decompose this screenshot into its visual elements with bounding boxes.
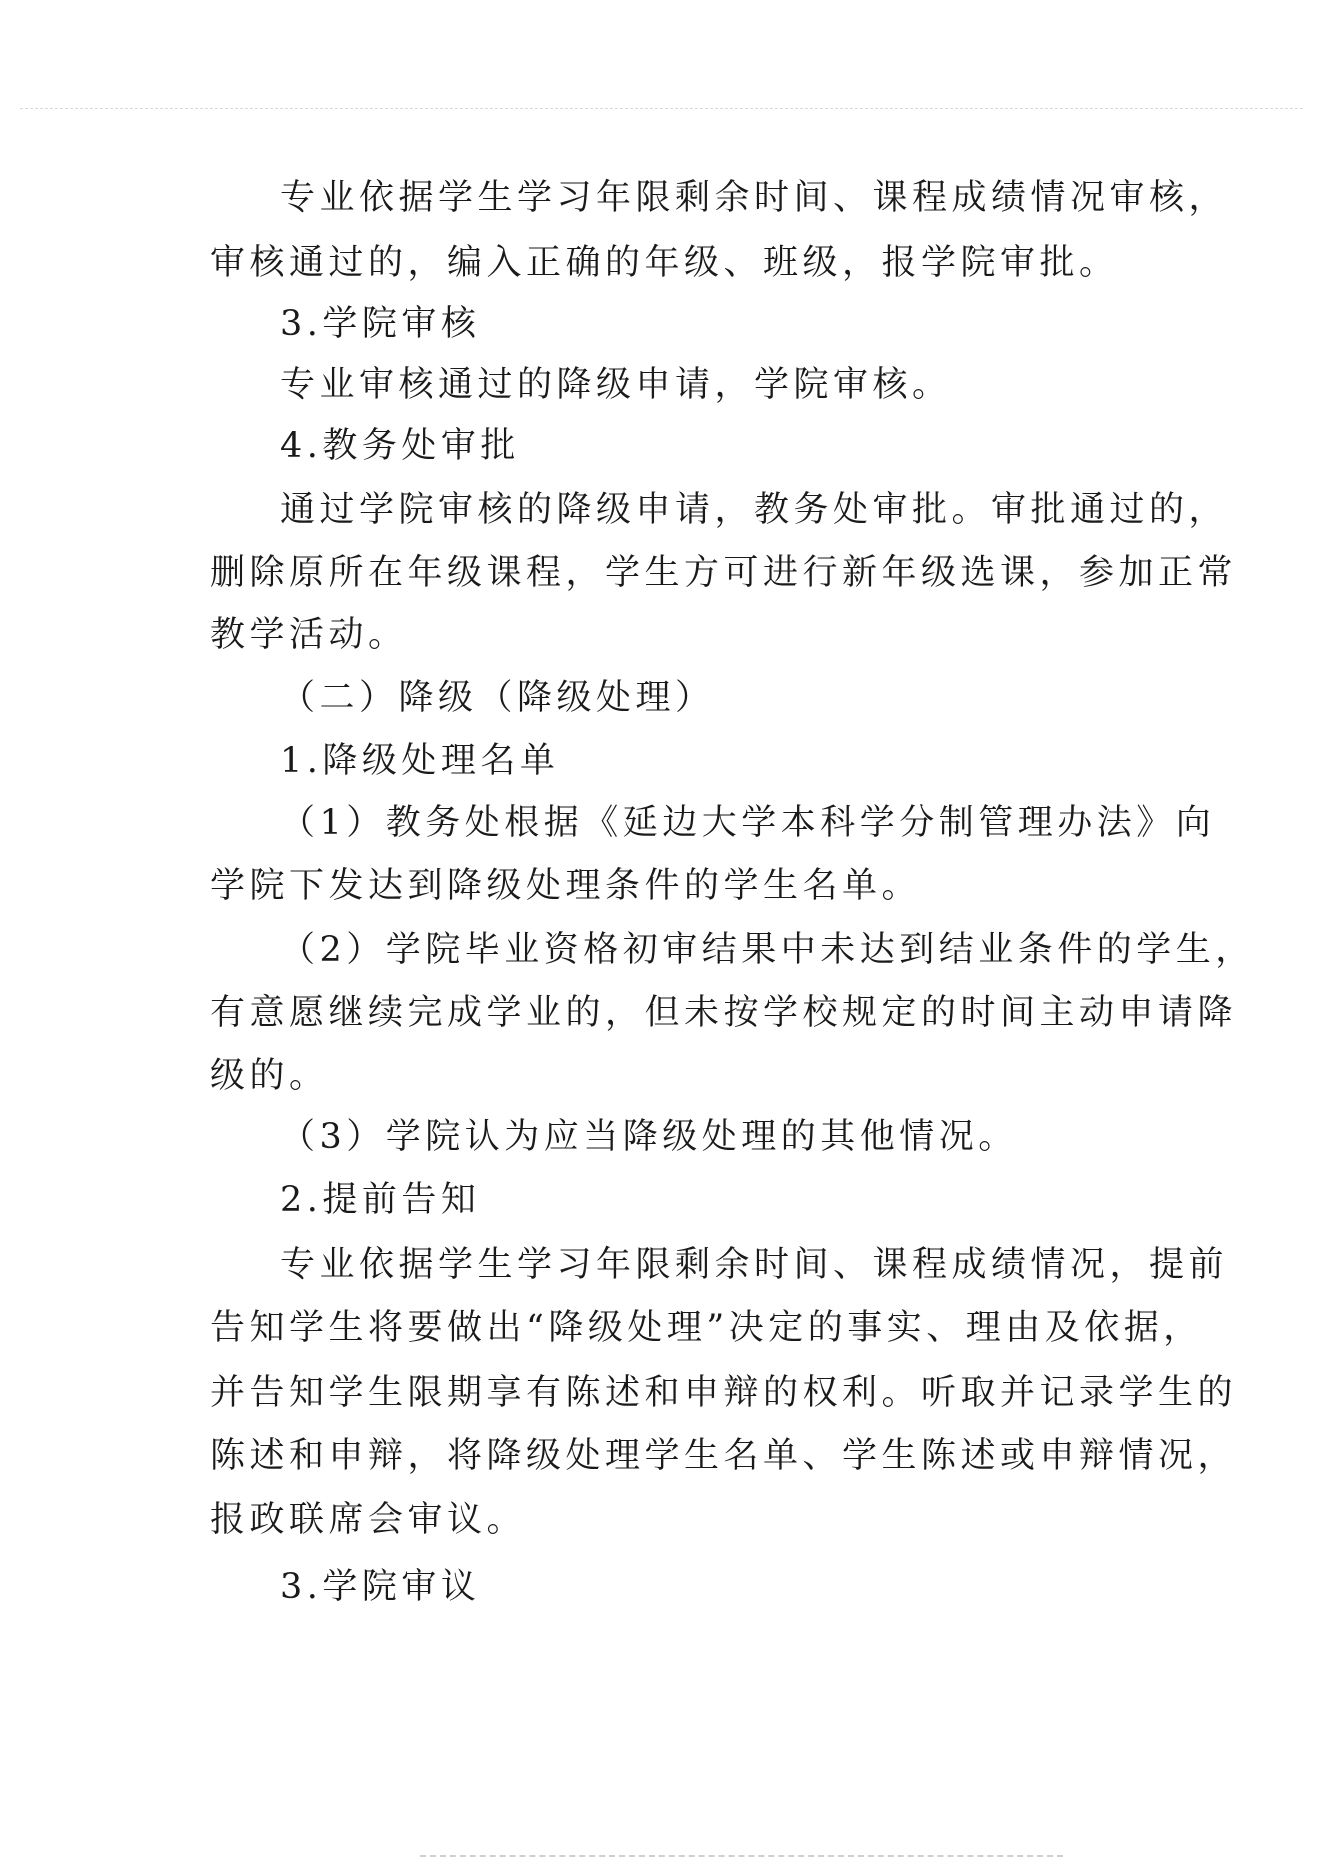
- text-line-15: 级的。: [210, 1056, 329, 1096]
- text-line-7: 删除原所在年级课程，学生方可进行新年级选课，参加正常: [210, 553, 1238, 593]
- text-line-11: （1）教务处根据《延边大学本科学分制管理办法》向: [280, 803, 1216, 843]
- text-line-22: 报政联席会审议。: [210, 1500, 527, 1540]
- scan-top-edge: [20, 108, 1303, 109]
- section-heading-4: 4.教务处审批: [280, 426, 520, 466]
- text-line-20: 并告知学生限期享有陈述和申辩的权利。听取并记录学生的: [210, 1373, 1238, 1413]
- text-line-13: （2）学院毕业资格初审结果中未达到结业条件的学生，: [280, 930, 1255, 970]
- subsection-heading: （二）降级（降级处理）: [280, 678, 715, 718]
- text-line-2: 审核通过的，编入正确的年级、班级，报学院审批。: [210, 243, 1119, 283]
- section-heading-1: 1.降级处理名单: [280, 741, 560, 781]
- text-line-18: 专业依据学生学习年限剩余时间、课程成绩情况，提前: [280, 1245, 1229, 1285]
- text-line-8: 教学活动。: [210, 615, 408, 655]
- text-line-12: 学院下发达到降级处理条件的学生名单。: [210, 866, 922, 906]
- section-heading-3: 3.学院审核: [280, 304, 481, 344]
- scan-bottom-edge: [420, 1855, 1063, 1857]
- section-heading-2: 2.提前告知: [280, 1180, 481, 1220]
- text-line-4: 专业审核通过的降级申请，学院审核。: [280, 365, 952, 405]
- section-heading-3b: 3.学院审议: [280, 1567, 481, 1607]
- text-line-6: 通过学院审核的降级申请，教务处审批。审批通过的，: [280, 490, 1229, 530]
- text-line-16: （3）学院认为应当降级处理的其他情况。: [280, 1117, 1018, 1157]
- text-line-21: 陈述和申辩，将降级处理学生名单、学生陈述或申辩情况，: [210, 1436, 1238, 1476]
- text-line-1: 专业依据学生学习年限剩余时间、课程成绩情况审核，: [280, 178, 1229, 218]
- text-line-19: 告知学生将要做出“降级处理”决定的事实、理由及依据，: [210, 1308, 1203, 1348]
- text-line-14: 有意愿继续完成学业的，但未按学校规定的时间主动申请降: [210, 993, 1238, 1033]
